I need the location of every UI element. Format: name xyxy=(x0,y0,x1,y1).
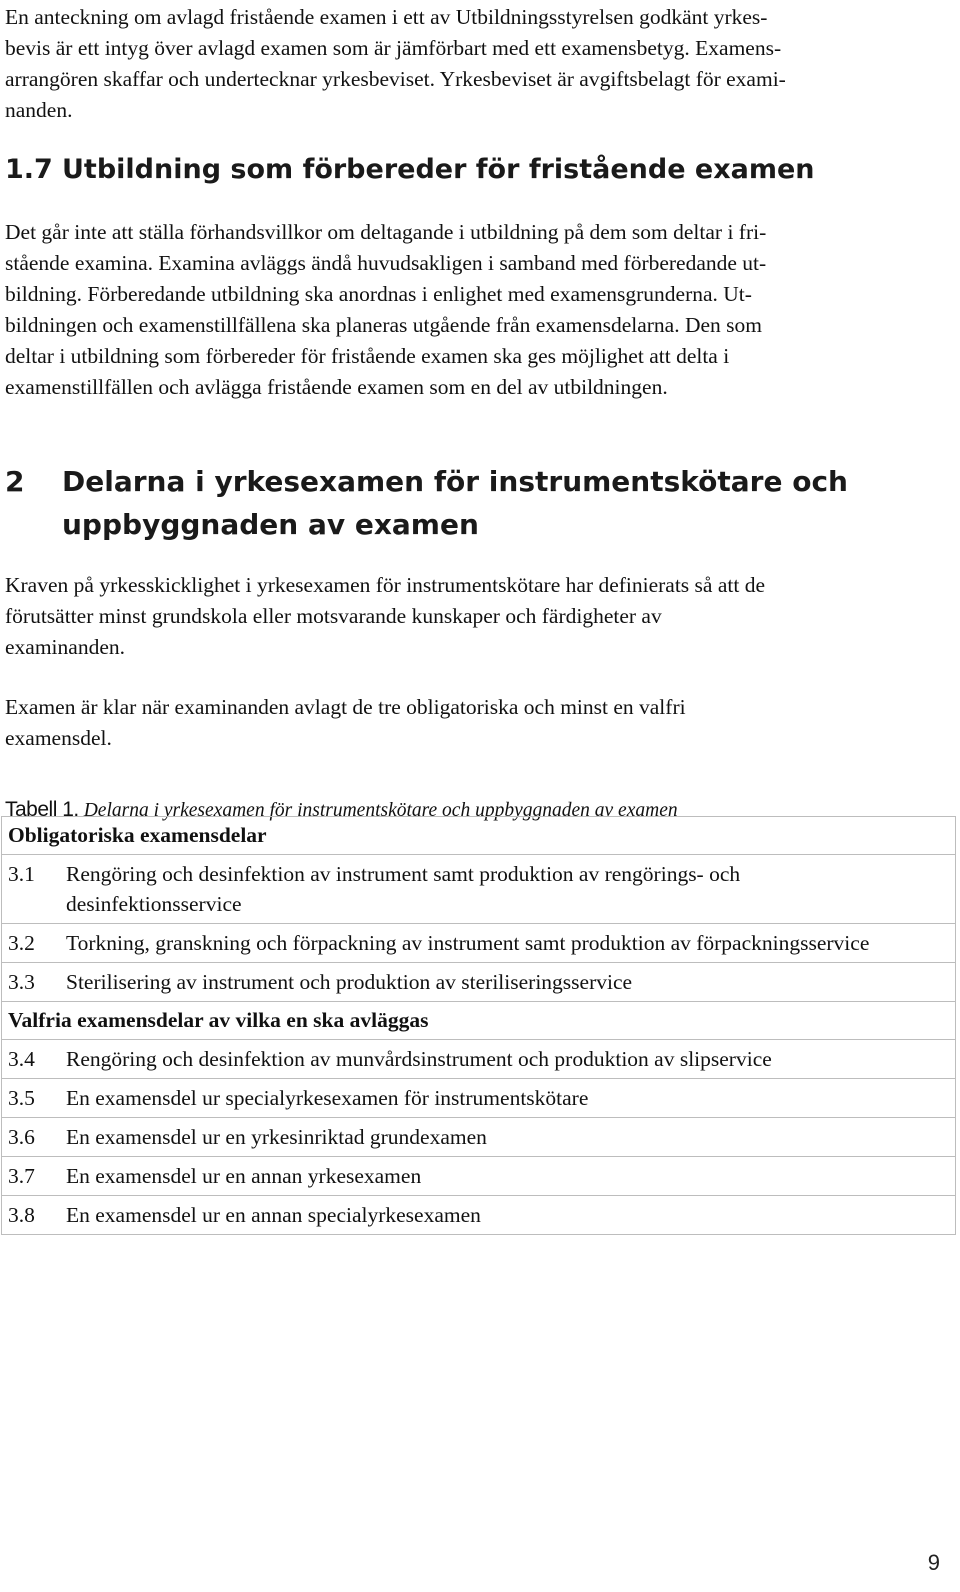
section-1-7-paragraph xyxy=(5,217,766,403)
table-cell xyxy=(2,1079,956,1118)
text-line: examinanden. xyxy=(5,635,125,659)
section-heading-2 xyxy=(5,460,848,546)
part-number: 3.2 xyxy=(8,931,35,955)
table-row xyxy=(2,1079,956,1118)
text-line: arrangören skaffar och undertecknar yrkesbeviset. Yrkesbeviset är avgiftsbelagt för exami- xyxy=(5,67,786,91)
text-line: En anteckning om avlagd fristående examen i ett av Utbildningsstyrelsen godkänt yrkes- xyxy=(5,5,768,29)
section-title-line-2: uppbyggnaden av examen xyxy=(62,508,479,541)
table-cell xyxy=(2,963,956,1002)
part-description: Sterilisering av instrument och produktion av steriliseringsservice xyxy=(66,970,633,994)
part-description: Rengöring och desinfektion av munvårdsinstrument och produktion av slipservice xyxy=(66,1047,772,1071)
intro-paragraph xyxy=(5,2,786,126)
table-group-row xyxy=(2,817,956,855)
table-row xyxy=(2,1157,956,1196)
part-description: En examensdel ur specialyrkesexamen för instrumentskötare xyxy=(66,1086,589,1110)
text-line: bevis är ett intyg över avlagd examen som är jämförbart med ett examensbetyg. Examens- xyxy=(5,36,782,60)
table-row xyxy=(2,1196,956,1235)
section-heading-1-7 xyxy=(5,152,815,188)
table-cell xyxy=(2,1157,956,1196)
part-description: Rengöring och desinfektion av instrument samt produktion av rengörings- och desinfektionsservice xyxy=(66,862,741,916)
part-number: 3.4 xyxy=(8,1047,35,1071)
table-cell xyxy=(2,1118,956,1157)
table-caption-label: Tabell 1. xyxy=(5,798,79,821)
table-caption-text: Delarna i yrkesexamen för instrumentskötare och uppbyggnaden av examen xyxy=(83,800,678,821)
part-number: 3.8 xyxy=(8,1203,35,1227)
section-number: 1.7 xyxy=(5,154,53,185)
section-title-line-1: Delarna i yrkesexamen för instrumentskötare och xyxy=(62,465,848,498)
table-row xyxy=(2,855,956,924)
text-line: bildning. Förberedande utbildning ska anordnas i enlighet med examensgrunderna. Ut- xyxy=(5,282,752,306)
section-number: 2 xyxy=(5,465,25,498)
text-line: bildningen och examenstillfällena ska planeras utgående från examensdelarna. Den som xyxy=(5,313,762,337)
table-row xyxy=(2,924,956,963)
text-line: examensdel. xyxy=(5,726,112,750)
text-line: förutsätter minst grundskola eller motsvarande kunskaper och färdigheter av xyxy=(5,604,662,628)
part-description: Torkning, granskning och förpackning av instrument samt produktion av förpackningsservice xyxy=(66,931,870,955)
text-line: Examen är klar när examinanden avlagt de tre obligatoriska och minst en valfri xyxy=(5,695,686,719)
table-cell xyxy=(2,924,956,963)
part-description: En examensdel ur en annan specialyrkesexamen xyxy=(66,1203,481,1227)
part-number: 3.5 xyxy=(8,1086,35,1110)
text-line: examenstillfällen och avlägga fristående examen som en del av utbildningen. xyxy=(5,375,668,399)
text-line: nanden. xyxy=(5,98,73,122)
table-group-row xyxy=(2,1002,956,1040)
mandatory-parts-header: Obligatoriska examensdelar xyxy=(2,817,956,855)
part-description: En examensdel ur en yrkesinriktad grundexamen xyxy=(66,1125,487,1149)
table-row xyxy=(2,963,956,1002)
table-cell xyxy=(2,1196,956,1235)
part-number: 3.1 xyxy=(8,862,35,886)
table-row xyxy=(2,1118,956,1157)
section-2-paragraph-2 xyxy=(5,692,686,754)
part-description: En examensdel ur en annan yrkesexamen xyxy=(66,1164,422,1188)
optional-parts-header: Valfria examensdelar av vilka en ska avläggas xyxy=(2,1002,956,1040)
section-title: Utbildning som förbereder för fristående examen xyxy=(62,154,815,185)
table-cell xyxy=(2,1040,956,1079)
page-number: 9 xyxy=(927,1550,940,1575)
text-line: Kraven på yrkesskicklighet i yrkesexamen för instrumentskötare har definierats så att de xyxy=(5,573,765,597)
part-number: 3.3 xyxy=(8,970,35,994)
text-line: deltar i utbildning som förbereder för fristående examen ska ges möjlighet att delta i xyxy=(5,344,730,368)
table-cell xyxy=(2,855,956,924)
section-2-paragraph-1 xyxy=(5,570,765,663)
text-line: stående examina. Examina avläggs ändå huvudsakligen i samband med förberedande ut- xyxy=(5,251,767,275)
text-line: Det går inte att ställa förhandsvillkor om deltagande i utbildning på dem som deltar i fri- xyxy=(5,220,767,244)
part-number: 3.6 xyxy=(8,1125,35,1149)
part-number: 3.7 xyxy=(8,1164,35,1188)
exam-parts-table xyxy=(1,816,956,1235)
table-row xyxy=(2,1040,956,1079)
